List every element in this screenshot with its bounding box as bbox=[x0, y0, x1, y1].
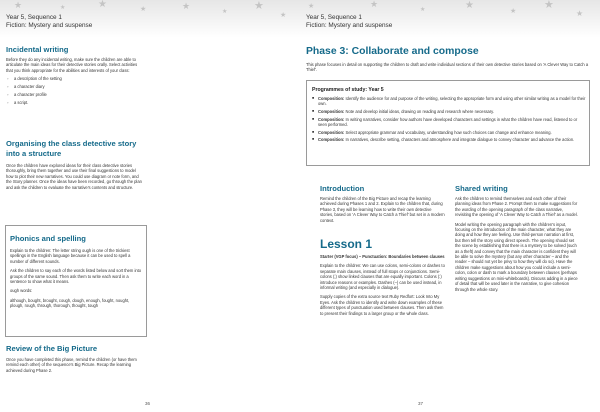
pos-label: Composition: bbox=[318, 129, 345, 135]
star-icon: ★ bbox=[140, 6, 147, 13]
list-item bbox=[312, 137, 586, 142]
page-number: 36 bbox=[145, 401, 151, 406]
star-icon: ★ bbox=[254, 0, 264, 12]
star-icon: ★ bbox=[544, 0, 554, 11]
page-header bbox=[6, 14, 92, 30]
shared-text-1: Ask the children to remind themselves and each other of their planning ideas from Phase 2. Prompt them to make suggestions for the wording of the opening paragraph of the class narrative, revisiting the opening of 'A Clever Way to Catch a Thief' as a model. bbox=[455, 196, 578, 218]
shared-text-2: Model writing the opening paragraph with the children's input, focusing on the introduction of the main character, what they are doing and how they are feeling. Use third-person narration at first, but then tell the story using direct speech. The opening should set the scene by establishing that there is a mystery to be solved (such as a theft) and convey that the main character is confident they will be able to solve the mystery (but any other character – and the reader – should not yet be privy to how they will do so). Have the children make suggestions about how you could include a semi-colon, colon or dash to mark a boundary between clauses (perhaps writing suggestions on mini-whiteboards). Discuss adding in a piece of detail that will be used later in the narrative, to give cohesion through the whole story. bbox=[455, 221, 578, 292]
incidental-title: Incidental writing bbox=[6, 45, 69, 54]
star-icon: ★ bbox=[576, 9, 584, 18]
ough-words-label: ough words: bbox=[10, 288, 33, 294]
lesson-title: Lesson 1 bbox=[320, 237, 373, 251]
list-item bbox=[312, 117, 586, 128]
shared-writing-body bbox=[455, 196, 580, 292]
star-icon: ★ bbox=[98, 0, 107, 10]
starter-heading: Starter (VGP focus) – Punctuation: Boundaries between clauses bbox=[320, 254, 445, 259]
phonics-text-2: Ask the children to say each of the words listed below and sort them into groups of the same sound. Then ask them to write each word in a sentence to show what it means. bbox=[10, 268, 142, 285]
organising-text: Once the children have explored ideas for their class detective stories thoroughly, bring them together and use their final suggestions to model how to plot their new narratives. You could use diagram or note form, and the Story planner. Once the ideas have been recorded, go through the plan and ask the children to evaluate the narrative's contents and structure. bbox=[6, 163, 142, 190]
star-icon: ★ bbox=[510, 8, 517, 15]
header-unit: Fiction: Mystery and suspense bbox=[6, 22, 93, 30]
list-item: ◦ a script. bbox=[6, 100, 142, 105]
star-icon: ★ bbox=[280, 12, 287, 19]
pos-list bbox=[312, 96, 586, 143]
phonics-title: Phonics and spelling bbox=[10, 234, 86, 243]
incidental-text: Before they do any incidental writing, make sure the children are able to articulate the main ideas for their detective stories orally. Select activities that you think appropriate for the abilities and interests of your class: bbox=[6, 57, 138, 73]
introduction-title: Introduction bbox=[320, 184, 365, 193]
star-icon: ★ bbox=[370, 0, 379, 9]
pos-text: Identify the audience for and purpose of the writing, selecting the appropriate form and using other similar writing as a model for their own. bbox=[318, 96, 586, 107]
header-unit: Fiction: Mystery and suspense bbox=[306, 22, 393, 30]
phonics-box bbox=[5, 225, 147, 337]
header-year: Year 5, Sequence 1 bbox=[6, 14, 62, 21]
page-number: 37 bbox=[418, 401, 424, 406]
pos-label: Composition: bbox=[318, 109, 345, 114]
list-item bbox=[312, 130, 586, 135]
star-icon: ★ bbox=[420, 7, 426, 13]
header-year: Year 5, Sequence 1 bbox=[306, 14, 362, 21]
pos-label: Composition: bbox=[318, 116, 345, 122]
lesson-body bbox=[320, 254, 445, 316]
star-icon: ★ bbox=[14, 0, 23, 10]
star-icon: ★ bbox=[182, 1, 191, 11]
list-item bbox=[312, 109, 586, 114]
shared-writing-title: Shared writing bbox=[455, 184, 508, 193]
incidental-list bbox=[6, 76, 142, 105]
star-icon: ★ bbox=[308, 3, 315, 10]
phase-title: Phase 3: Collaborate and compose bbox=[306, 46, 479, 57]
pos-label: Composition: bbox=[318, 96, 345, 101]
pos-text: In writing narratives, consider how authors have developed characters and settings in what the children have read, listened to or seen performed. bbox=[318, 116, 578, 127]
pos-title: Programmes of study: Year 5 bbox=[312, 87, 384, 93]
list-item bbox=[312, 96, 586, 107]
pos-text: Select appropriate grammar and vocabulary, understanding how such choices can change and enhance meaning. bbox=[344, 129, 552, 135]
incidental-section bbox=[6, 57, 142, 106]
list-item: ◦ a description of the setting bbox=[6, 76, 142, 81]
pos-text: Note and develop initial ideas, drawing on reading and research where necessary. bbox=[344, 109, 495, 114]
pos-text: In narratives, describe setting, characters and atmosphere and integrate dialogue to convey character and advance the action. bbox=[344, 137, 575, 143]
organising-title: Organising the class detective story into a structure bbox=[6, 139, 137, 158]
review-title: Review of the Big Picture bbox=[6, 344, 98, 353]
star-icon: ★ bbox=[465, 0, 474, 11]
phonics-body bbox=[10, 248, 142, 309]
pos-label: Composition: bbox=[318, 137, 345, 143]
phonics-text-1: Explain to the children: The letter string ough is one of the trickiest spellings in the English language because it can be used to spell a number of different sounds. bbox=[10, 248, 131, 264]
lesson-text-1: Explain to the children: We can use colons, semi-colons or dashes to separate main clauses, instead of full stops or conjunctions. Semi-colons (;) show linked clauses that are equally important. Colons (:) introduce reasons or examples. Dashes (–) can be used instead, in informal writing (and especially in dialogue). bbox=[320, 263, 445, 291]
ough-words: although, bought, brought, cough, dough, enough, fought, nought, plough, rough, through, thorough, thought, tough bbox=[10, 297, 130, 309]
star-icon: ★ bbox=[222, 9, 228, 15]
list-item: ◦ a character profile bbox=[6, 92, 142, 97]
list-item: ◦ a character diary bbox=[6, 84, 142, 89]
phase-text: This phase focuses in detail on supporting the children to draft and write individual sections of their own detective stories based on 'A Clever Way to Catch a Thief'. bbox=[306, 62, 589, 73]
star-icon: ★ bbox=[60, 5, 66, 11]
page-header bbox=[306, 14, 392, 30]
introduction-text: Remind the children of the Big Picture and recap the learning achieved during Phases 1 and 2. Explain to the children that, during Phase 3, they will be learning how to write their own detective stories, based on 'A Clever Way to Catch a Thief' but set in a modern context. bbox=[320, 196, 445, 223]
review-text: Once you have completed this phase, remind the children (or have them remind each other) of the sequence's Big Picture. Recap the learning achieved during Phase 2. bbox=[6, 357, 137, 373]
programmes-of-study-box bbox=[306, 80, 590, 166]
lesson-text-2: Supply copies of the extra source text Ruby Redfort: Look Into My Eyes. Ask the children to identify and write down examples of these different types of punctuation used between clauses. Then ask them to present their findings to a larger group or the whole class. bbox=[320, 294, 444, 316]
right-page bbox=[300, 0, 600, 412]
